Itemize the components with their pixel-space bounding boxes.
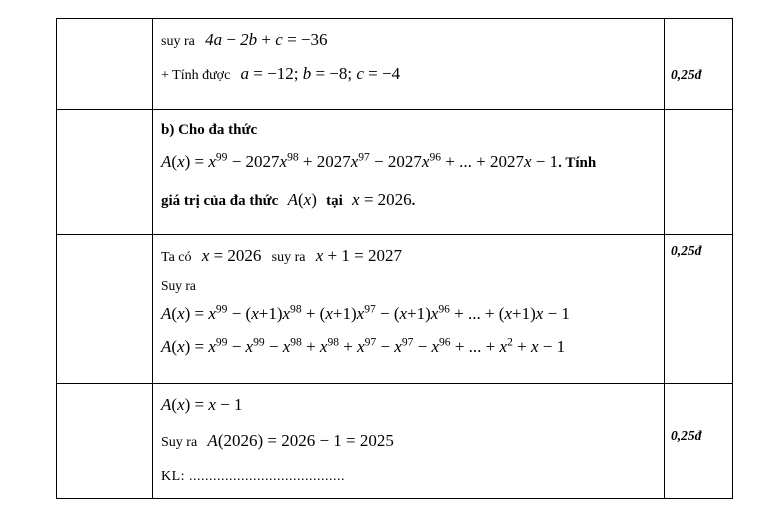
- row1-left-cell: [57, 19, 153, 110]
- row3-left-cell: [57, 235, 153, 384]
- math-line-final-value: Suy ra A(2026) = 2026 − 1 = 2025: [161, 430, 394, 450]
- row2-left-cell: [57, 110, 153, 235]
- row4-content-cell: [153, 384, 665, 499]
- table-row: [57, 384, 733, 499]
- row3-score-cell: [665, 235, 733, 384]
- table-row: [57, 110, 733, 235]
- score-value: 0,25đ: [671, 243, 702, 258]
- math-line-4a-2b-c: suy ra 4a − 2b + c = −36: [161, 30, 328, 49]
- text-suy-ra: Suy ra: [161, 277, 196, 293]
- score-value: 0,25đ: [671, 428, 702, 443]
- row1-score-cell: [665, 19, 733, 110]
- math-line-simplified: A(x) = x − 1: [161, 395, 243, 414]
- score-value: 0,25đ: [671, 67, 702, 82]
- polynomial-evaluate-line: giá trị của đa thức A(x) tại x = 2026.: [161, 189, 416, 209]
- math-line-abc-values: + Tính được a = −12; b = −8; c = −4: [161, 63, 401, 83]
- math-line-x-2026: Ta có x = 2026 suy ra x + 1 = 2027: [161, 246, 402, 265]
- row2-score-cell: [665, 110, 733, 235]
- answer-key-table: [56, 18, 733, 499]
- polynomial-definition: $A(x) = x^{99} - 2027x^{98} + 2027x^{97} - 2027x^{96}$ + ... + 2027x − 1. Tính: [161, 150, 597, 171]
- row2-content-cell: [153, 110, 665, 235]
- table-row: [57, 235, 733, 384]
- row4-score-cell: [665, 384, 733, 499]
- row1-content-cell: [153, 19, 665, 110]
- score-value: [665, 110, 732, 126]
- polynomial-tail-bold: . Tính: [558, 155, 597, 171]
- math-line-expansion-1: $A(x) = x^{99} - (x+1)x^{98} + (x+1)x^{97} - (x+1)x^{96}$ + ... + (x+1)x − 1: [161, 302, 570, 323]
- conclusion-blank: KL: .......................................: [161, 469, 346, 484]
- table-row: [57, 19, 733, 110]
- math-line-expansion-2: $A(x) = x^{99} - x^{99} - x^{98} + x^{98} + x^{97} - x^{97} - x^{96}$ + ... + $x^2 + x - 1$: [161, 335, 566, 357]
- part-b-heading: b) Cho đa thức: [161, 122, 258, 138]
- row4-left-cell: [57, 384, 153, 499]
- row3-content-cell: [153, 235, 665, 384]
